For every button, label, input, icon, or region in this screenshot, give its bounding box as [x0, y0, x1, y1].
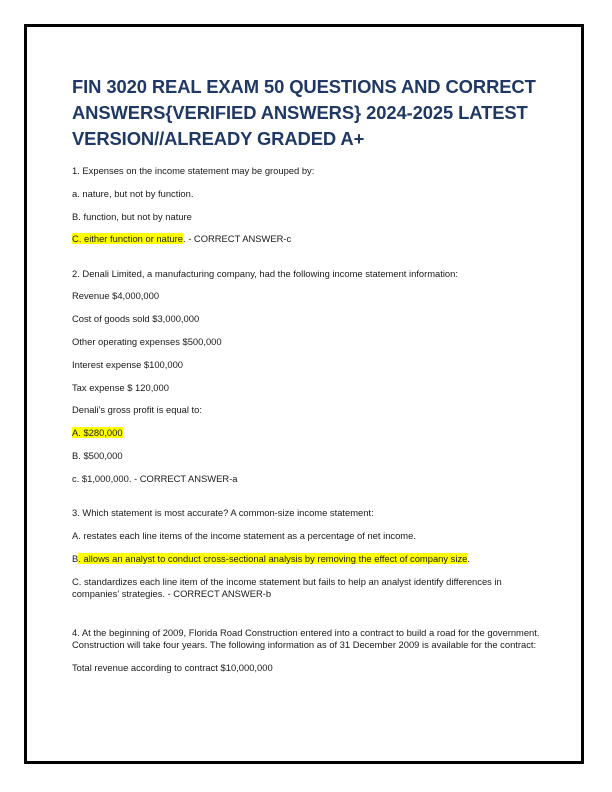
- cogs-line: Cost of goods sold $3,000,000: [72, 313, 200, 325]
- question-2: [72, 268, 544, 486]
- answer-key: . - CORRECT ANSWER-c: [183, 233, 292, 245]
- question-4: [72, 627, 544, 675]
- question-3-stem: 3. Which statement is most accurate? A common-size income statement:: [72, 507, 374, 519]
- interest-line: Interest expense $100,000: [72, 358, 184, 370]
- question-3-option-c: C. standardizes each line item of the income statement but fails to help an analyst identify differences in companies' strategies. - CORRECT ANSWER-b: [72, 575, 502, 600]
- opex-line: Other operating expenses $500,000: [72, 336, 222, 348]
- question-3: [72, 507, 544, 600]
- spacer: [72, 611, 544, 627]
- question-1-stem: 1. Expenses on the income statement may be grouped by:: [72, 165, 315, 176]
- document-title: FIN 3020 REAL EXAM 50 QUESTIONS AND CORRECT ANSWERS{VERIFIED ANSWERS} 2024-2025 LATEST VERSION//ALREADY GRADED A+: [72, 76, 536, 149]
- question-2-option-b: B. $500,000: [72, 450, 123, 462]
- tax-line: Tax expense $ 120,000: [72, 381, 169, 393]
- highlighted-answer: A. $280,000: [72, 427, 123, 439]
- highlighted-answer: C. either function or nature: [72, 233, 183, 245]
- question-1-option-c: [72, 233, 544, 246]
- question-2-option-c: c. $1,000,000. - CORRECT ANSWER-a: [72, 472, 238, 484]
- option-period: .: [467, 552, 470, 564]
- question-3-option-b: [72, 553, 544, 566]
- question-2-option-a: [72, 427, 544, 440]
- question-1-option-a: a. nature, but not by function.: [72, 187, 194, 199]
- document-body: [72, 74, 544, 685]
- question-1-option-b: B. function, but not by nature: [72, 210, 192, 222]
- question-1: [72, 165, 544, 246]
- revenue-line: Revenue $4,000,000: [72, 290, 160, 302]
- question-3-option-a: A. restates each line items of the income statement as a percentage of net income.: [72, 529, 416, 541]
- highlighted-answer: . allows an analyst to conduct cross-sectional analysis by removing the effect of company size: [78, 552, 468, 564]
- option-letter: B: [72, 552, 79, 564]
- question-2-stem: 2. Denali Limited, a manufacturing company, had the following income statement information:: [72, 267, 458, 279]
- spacer: [72, 496, 544, 508]
- question-2-prompt: Denali's gross profit is equal to:: [72, 404, 202, 416]
- question-4-stem: 4. At the beginning of 2009, Florida Road Construction entered into a contract to build a road for the government. Construction will take four years. The following information as of 31 December 2009 is available for the contract:: [72, 626, 540, 651]
- contract-revenue-line: Total revenue according to contract $10,000,000: [72, 662, 273, 674]
- spacer: [72, 256, 544, 268]
